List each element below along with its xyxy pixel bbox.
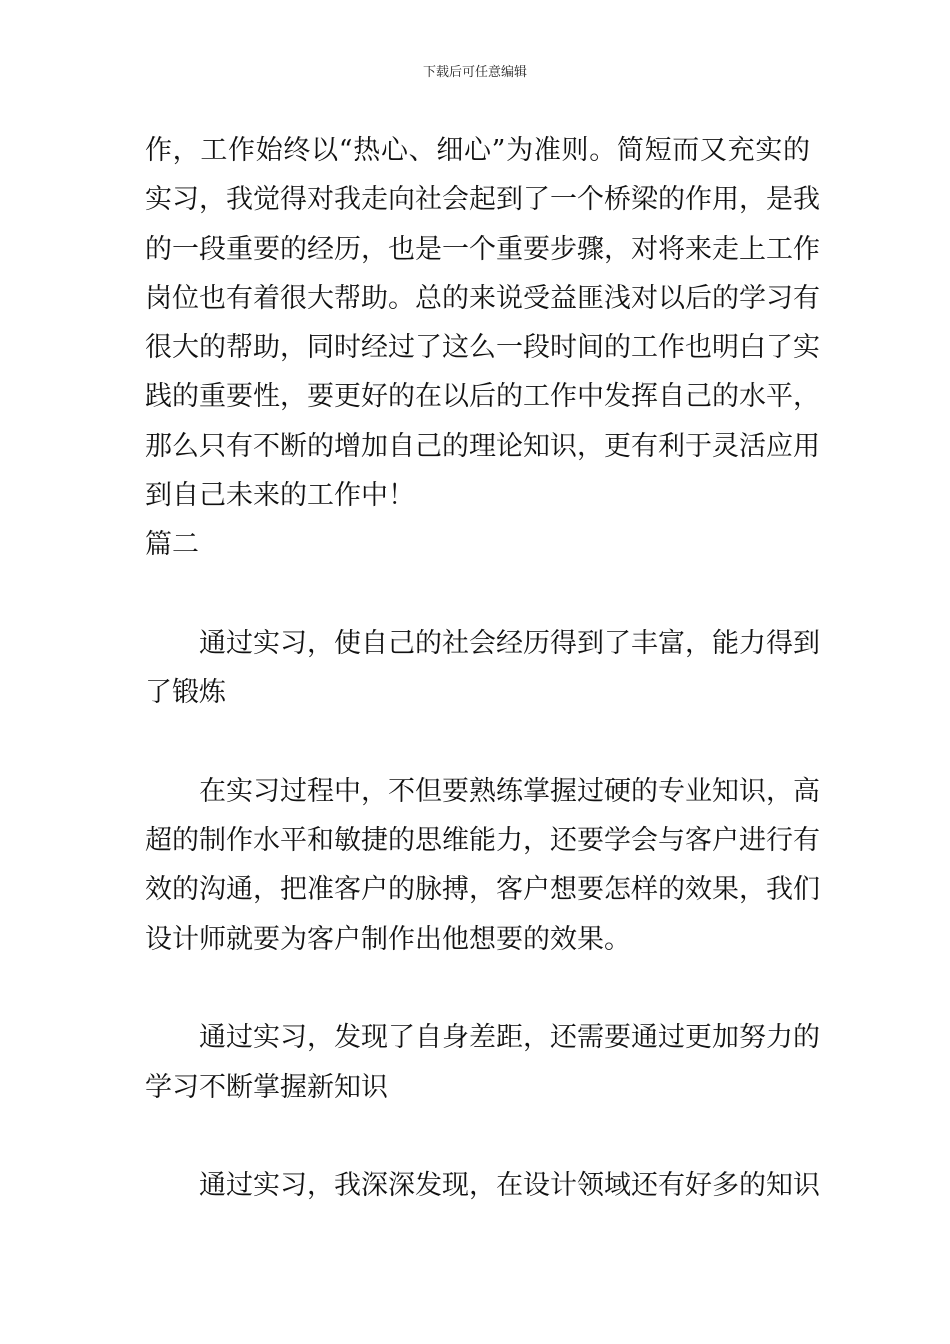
paragraph-2 — [145, 619, 820, 718]
paragraph-line: 通过实习，我深深发现，在设计领域还有好多的知识 — [199, 1170, 820, 1202]
paragraph-line: 的一段重要的经历，也是一个重要步骤，对将来走上工作 — [145, 233, 820, 265]
paragraph-line: 作，工作始终以“热心、细心”为准则。简短而又充实的 — [145, 135, 810, 166]
blank-line — [145, 570, 810, 619]
paragraph-line: 实习，我觉得对我走向社会起到了一个桥梁的作用，是我 — [145, 184, 820, 216]
paragraph-line: 超的制作水平和敏捷的思维能力，还要学会与客户进行有 — [145, 825, 820, 857]
paragraph-4 — [145, 1013, 820, 1112]
paragraph-line: 效的沟通，把准客户的脉搏，客户想要怎样的效果，我们 — [145, 874, 820, 906]
paragraph-5 — [145, 1161, 820, 1210]
paragraph-line: 践的重要性，要更好的在以后的工作中发挥自己的水平， — [145, 381, 820, 413]
paragraph-line: 那么只有不断的增加自己的理论知识，更有利于灵活应用 — [145, 430, 820, 462]
section-heading: 篇二 — [145, 529, 199, 561]
paragraph-3 — [145, 767, 820, 964]
document-body — [145, 126, 820, 1211]
paragraph-line: 学习不断掌握新知识 — [145, 1071, 388, 1103]
paragraph-line: 在实习过程中，不但要熟练掌握过硬的专业知识，高 — [199, 775, 820, 807]
paragraph-line: 设计师就要为客户制作出他想要的效果。 — [145, 923, 631, 955]
blank-line — [145, 1112, 810, 1161]
paragraph-line: 到自己未来的工作中！ — [145, 480, 415, 512]
paragraph-1 — [145, 126, 820, 520]
paragraph-line: 很大的帮助，同时经过了这么一段时间的工作也明白了实 — [145, 332, 820, 364]
page-header: 下载后可任意编辑 — [422, 65, 527, 80]
paragraph-line: 了锻炼 — [145, 677, 226, 709]
blank-line — [145, 964, 810, 1013]
paragraph-line: 岗位也有着很大帮助。总的来说受益匪浅对以后的学习有 — [145, 282, 820, 314]
blank-line — [145, 718, 810, 767]
paragraph-line: 通过实习，发现了自身差距，还需要通过更加努力的 — [199, 1022, 820, 1054]
paragraph-line: 通过实习，使自己的社会经历得到了丰富，能力得到 — [199, 627, 820, 659]
